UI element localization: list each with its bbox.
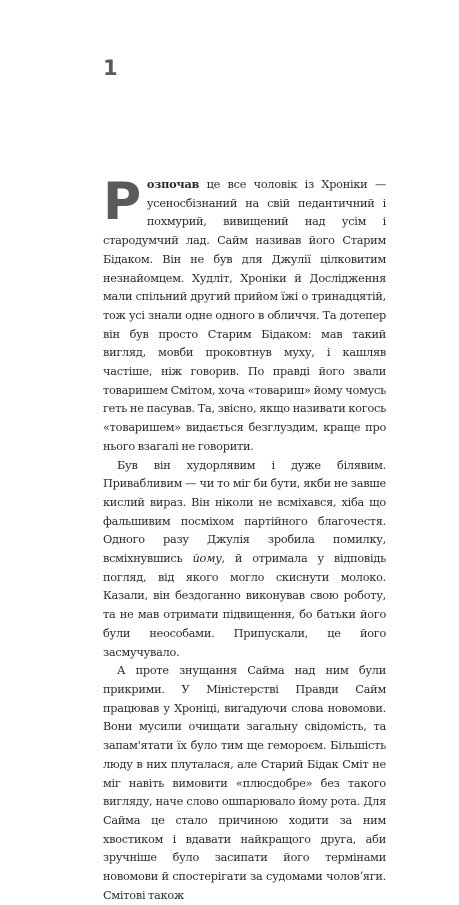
chapter-number: 1 — [103, 56, 118, 80]
paragraph-2 — [103, 457, 386, 663]
drop-cap-letter: Р — [103, 172, 141, 232]
paragraph-3-text: А проте знущання Сайма над ним були прикрими. У Міністерстві Правди Сайм працював у Хроніці, вигадуючи слова новомови. Вони мусили очищати загальну свідомість, та запам'ятати їх було тим ще гемороєм. Більшість люду в них плуталася, але Старий Бідак Сміт не міг навіть вимовити «плюсдобре» без такого вигляду, наче слово ошпарювало йому рота. Для Сайма це стало причиною ходити за ним хвостиком і вдавати найкращого друга, аби зручніше було засипати його термінами новомови й спостерігати за судомами чоловʼяги. Смітові також — [103, 664, 386, 902]
paragraph-2-text-end: , й отримала у відповідь погляд, від якого могло скиснути молоко. Казали, він бездоганно виконував свою роботу, та не мав отримати підвищення, бо батьки його були неособами. Припускали, це його засмучувало. — [103, 552, 386, 659]
paragraph-3 — [103, 662, 386, 905]
paragraph-1-text: це все чоловік із Хроніки — усеносбізнаний на свій педантичний і похмурий, вивищений над усім і стародумчий лад. Сайм називав його Старим Бідаком. Він не був для Джулії цілковитим незнайомцем. Худліт, Хроніки й Дослідження мали спільний другий прийом їжі о тринадцятій, тож усі знали одне одного в обличчя. Та дотепер він був просто Старим Бідаком: мав такий вигляд, мовби проковтнув муху, і кашляв частіше, ніж говорив. По правді його звали товаришем Смітом, хоча «товариш» йому чомусь геть не пасував. Та, звісно, якщо називати когось «товаришем» видається безглуздим, краще про нього взагалі не говорити. — [103, 178, 386, 453]
paragraph-2-text-start: Був він худорлявим і дуже білявим. Привабливим — чи то міг би бути, якби не завше кислий вираз. Він ніколи не всміхався, хіба що фальшивим посміхом партійного благочестя. Одного разу Джулія зробила помилку, всміхнувшись — [103, 458, 386, 566]
paragraph-2-emphasis: йому — [192, 552, 222, 566]
lead-word: озпочав — [146, 177, 200, 191]
paragraph-1 — [103, 172, 386, 457]
chapter-body — [103, 172, 386, 905]
